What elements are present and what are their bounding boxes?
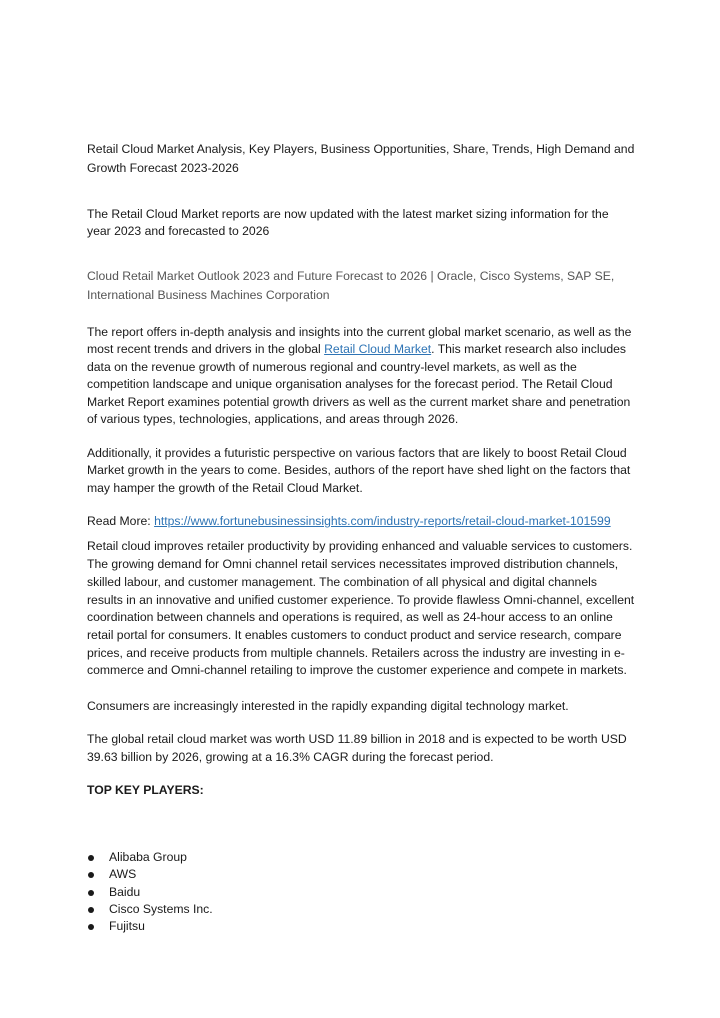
list-item — [87, 918, 635, 935]
market-value-paragraph: The global retail cloud market was worth USD 11.89 billion in 2018 and is expected to be worth USD 39.63 billion by 2026, growing at a 16.3% CAGR during the forecast period. — [87, 732, 627, 764]
list-item — [87, 901, 635, 918]
retail-cloud-market-link[interactable]: Retail Cloud Market — [324, 342, 432, 357]
key-players-heading: TOP KEY PLAYERS: — [87, 782, 204, 797]
intro-paragraph: The Retail Cloud Market reports are now updated with the latest market sizing information for the year 2023 and forecasted to 2026 — [87, 207, 609, 239]
read-more-url-link[interactable]: https://www.fortunebusinessinsights.com/industry-reports/retail-cloud-market-101599 — [154, 514, 611, 529]
report-overview-text-end: . This market research also includes data on the revenue growth of numerous regional and country-level markets, as well as the competition landscape and unique organisation analyses for the forecast period. The Retail Cloud Market Report examines potential growth drivers as well as the current market share and penetration of various types, technologies, applications, and areas through 2026. — [87, 342, 631, 427]
bullet-icon — [88, 872, 94, 878]
bullet-icon — [88, 907, 94, 913]
list-item — [87, 884, 635, 901]
key-player-name: AWS — [109, 867, 137, 882]
read-more-line — [87, 513, 635, 530]
bullet-icon — [88, 890, 94, 896]
key-player-name: Fujitsu — [109, 919, 145, 934]
document-title: Retail Cloud Market Analysis, Key Players, Business Opportunities, Share, Trends, High Demand and Growth Forecast 2023-2026 — [87, 142, 635, 175]
list-item — [87, 849, 635, 866]
perspective-paragraph: Additionally, it provides a futuristic perspective on various factors that are likely to boost Retail Cloud Market growth in the years to come. Besides, authors of the report have shed light on the factors that may hamper the growth of the Retail Cloud Market. — [87, 445, 631, 495]
key-player-name: Cisco Systems Inc. — [109, 901, 213, 916]
consumer-interest-paragraph: Consumers are increasingly interested in the rapidly expanding digital technology market. — [87, 699, 569, 714]
key-player-name: Alibaba Group — [109, 850, 187, 865]
report-overview-paragraph — [87, 324, 635, 429]
retail-cloud-description-paragraph: Retail cloud improves retailer productivity by providing enhanced and valuable services to customers. The growing demand for Omni channel retail services necessitates improved distribution channels, skilled labour, and customer management. The combination of all physical and digital channels results in an innovative and unified customer experience. To provide flawless Omni-channel, excellent coordination between channels and operations is required, as well as 24-hour access to an online retail portal for consumers. It enables customers to conduct product and service research, compare prices, and receive products from multiple channels. Retailers across the industry are investing in e-commerce and Omni-channel retailing to improve the customer experience and compete in markets. — [87, 539, 635, 678]
bullet-icon — [88, 855, 94, 861]
report-overview-text-start: The report offers in-depth analysis and insights into the current global market scenario, as well as the most recent trends and drivers in the global — [87, 324, 632, 357]
key-players-list — [87, 849, 635, 935]
read-more-label: Read More: — [87, 514, 155, 529]
list-item — [87, 866, 635, 883]
outlook-subtitle: Cloud Retail Market Outlook 2023 and Future Forecast to 2026 | Oracle, Cisco Systems, SAP SE, International Business Machines Corporation — [87, 268, 615, 303]
document-page — [87, 140, 635, 935]
bullet-icon — [88, 924, 94, 930]
key-player-name: Baidu — [109, 884, 141, 899]
